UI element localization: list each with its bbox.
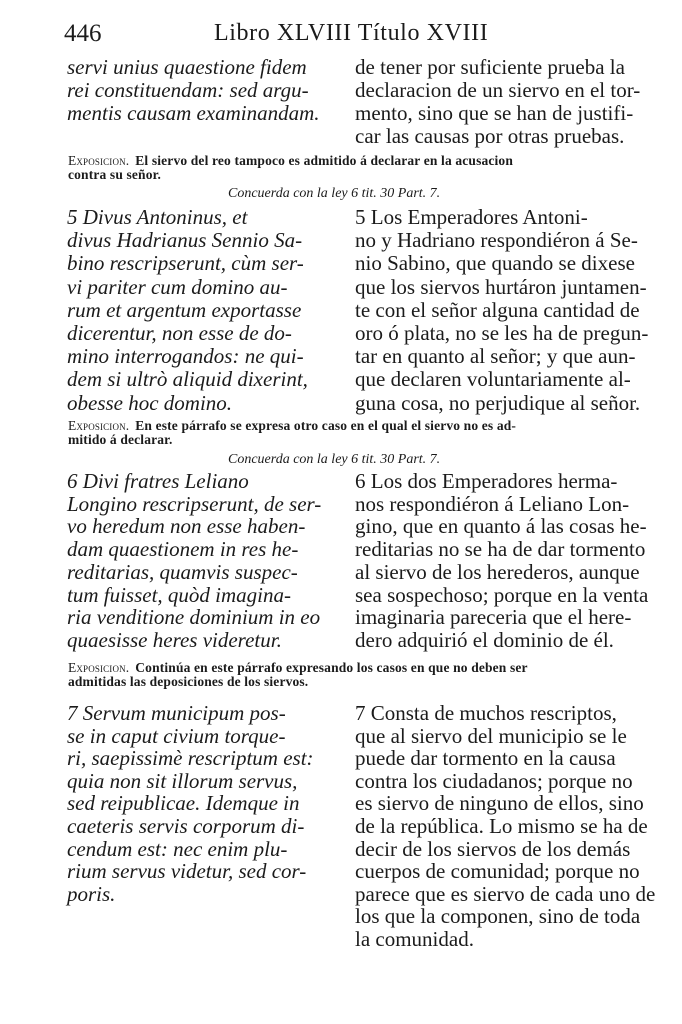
exposicion-line: [68, 661, 618, 675]
latin-line: divus Hadrianus Sennio Sa-: [67, 228, 303, 253]
spanish-line: guna cosa, no perjudique al señor.: [355, 390, 641, 415]
latin-line: 5 Divus Antoninus, et: [67, 205, 248, 229]
spanish-line: de la república. Lo mismo se ha de: [355, 813, 648, 838]
page-number: 446: [64, 20, 102, 47]
latin-line: servi unius quaestione fidem: [67, 55, 307, 79]
exposicion-label: Exposicion.: [68, 153, 130, 168]
concordance-note: Concuerda con la ley 6 tit. 30 Part. 7.: [228, 452, 441, 467]
running-title: Libro XLVIII Título XVIII: [214, 20, 489, 46]
latin-line: Longino rescripserunt, de ser-: [67, 491, 322, 516]
latin-line: rium servus videtur, sed cor-: [67, 859, 307, 884]
spanish-line: 5 Los Emperadores Antoni-: [355, 205, 588, 229]
spanish-line: tar en quanto al señor; y que aun-: [355, 344, 636, 369]
latin-line: sed reipublicae. Idemque in: [67, 791, 300, 816]
spanish-line: 6 Los dos Emperadores herma-: [355, 469, 618, 493]
spanish-paragraph-6: [355, 469, 649, 652]
spanish-line: nio Sabino, que quando se dixese: [355, 251, 635, 276]
exposicion-text: El siervo del reo tampoco es admitido á declarar en la acusacion: [135, 153, 513, 168]
spanish-line: es siervo de ninguno de ellos, sino: [355, 791, 644, 816]
spanish-paragraph-7: [355, 701, 656, 951]
exposicion-line: [68, 419, 618, 433]
spanish-line: 7 Consta de muchos rescriptos,: [355, 701, 617, 725]
spanish-line: mento, sino que se han de justifi-: [355, 101, 634, 125]
latin-line: dicerentur, non esse de do-: [67, 321, 292, 346]
spanish-line: al siervo de los herederos, aunque: [355, 559, 640, 584]
latin-line: tum fuisset, quòd imagina-: [67, 582, 291, 607]
spanish-line: que al siervo del municipio se le: [355, 723, 627, 748]
spanish-line: los que la componen, sino de toda: [355, 904, 641, 929]
exposicion-note: [68, 154, 618, 182]
latin-paragraph-7: [67, 702, 338, 905]
spanish-line: sea sospechoso; porque en la venta: [355, 582, 649, 607]
spanish-line: cuerpos de comunidad; porque no: [355, 859, 640, 884]
exposicion-note: [68, 419, 618, 447]
latin-line: reditarias, quamvis suspec-: [67, 559, 298, 584]
latin-line: se in caput civium torque-: [67, 723, 286, 748]
spanish-column-continuation: [355, 55, 641, 148]
spanish-line: declaracion de un siervo en el tor-: [355, 78, 641, 102]
exposicion-text: Continúa en este párrafo expresando los casos en que no deben ser: [135, 660, 528, 675]
latin-paragraph-5: [67, 206, 338, 415]
spanish-line: contra los ciudadanos; porque no: [355, 768, 633, 793]
exposicion-line: mitido á declarar.: [68, 432, 173, 447]
spanish-line: que los siervos hurtáron juntamen-: [355, 274, 647, 299]
spanish-line: de tener por suficiente prueba la: [355, 55, 625, 79]
spanish-line: car las causas por otras pruebas.: [355, 124, 625, 148]
latin-line: dam quaestionem in res he-: [67, 537, 299, 562]
latin-line: poris.: [67, 881, 116, 906]
latin-line: ria venditione dominium in eo: [67, 605, 321, 630]
spanish-line: reditarias no se ha de dar tormento: [355, 537, 646, 562]
latin-line: vi pariter cum domino au-: [67, 274, 288, 299]
latin-line: rei constituendam: sed argu-: [67, 78, 309, 102]
latin-line: caeteris servis corporum di-: [67, 813, 305, 838]
exposicion-note: [68, 661, 618, 689]
latin-line: obesse hoc domino.: [67, 390, 233, 415]
spanish-line: imaginaria pareceria que el here-: [355, 605, 632, 630]
concordance-note: Concuerda con la ley 6 tit. 30 Part. 7.: [228, 186, 441, 201]
spanish-line: nos respondiéron á Leliano Lon-: [355, 491, 630, 516]
spanish-line: que declaren voluntariamente al-: [355, 367, 631, 392]
latin-line: bino rescripserunt, cùm ser-: [67, 251, 304, 276]
spanish-line: te con el señor alguna cantidad de: [355, 297, 640, 322]
latin-line: quia non sit illorum servus,: [67, 768, 298, 793]
spanish-line: decir de los siervos de los demás: [355, 836, 631, 861]
latin-line: mino interrogandos: ne qui-: [67, 344, 304, 369]
exposicion-line: admitidas las deposiciones de los siervos.: [68, 674, 309, 689]
exposicion-label: Exposicion.: [68, 418, 130, 433]
latin-line: quaesisse heres videretur.: [67, 627, 282, 652]
spanish-line: no y Hadriano respondiéron á Se-: [355, 228, 638, 253]
latin-line: rum et argentum exportasse: [67, 297, 302, 322]
latin-line: mentis causam examinandam.: [67, 101, 320, 125]
latin-line: 6 Divi fratres Leliano: [67, 469, 249, 493]
page-header: [64, 20, 616, 54]
latin-line: cendum est: nec enim plu-: [67, 836, 288, 861]
latin-line: ri, saepissimè rescriptum est:: [67, 746, 314, 771]
spanish-line: dero adquirió el dominio de él.: [355, 627, 614, 652]
spanish-line: parece que es siervo de cada uno de: [355, 881, 656, 906]
latin-paragraph-6: [67, 470, 338, 652]
exposicion-text: En este párrafo se expresa otro caso en el qual el siervo no es ad-: [135, 418, 517, 433]
spanish-line: puede dar tormento en la causa: [355, 746, 616, 771]
spanish-line: la comunidad.: [355, 926, 474, 951]
spanish-line: oro ó plata, no se les ha de pregun-: [355, 321, 649, 346]
latin-line: 7 Servum municipum pos-: [67, 701, 286, 725]
latin-line: vo heredum non esse haben-: [67, 514, 306, 539]
exposicion-label: Exposicion.: [68, 660, 130, 675]
spanish-paragraph-5: [355, 205, 649, 415]
spanish-line: gino, que en quanto á las cosas he-: [355, 514, 647, 539]
latin-column-continuation: [67, 56, 338, 125]
latin-line: dem si ultrò aliquid dixerint,: [67, 367, 308, 392]
exposicion-line: contra su señor.: [68, 167, 162, 182]
exposicion-line: [68, 154, 618, 168]
